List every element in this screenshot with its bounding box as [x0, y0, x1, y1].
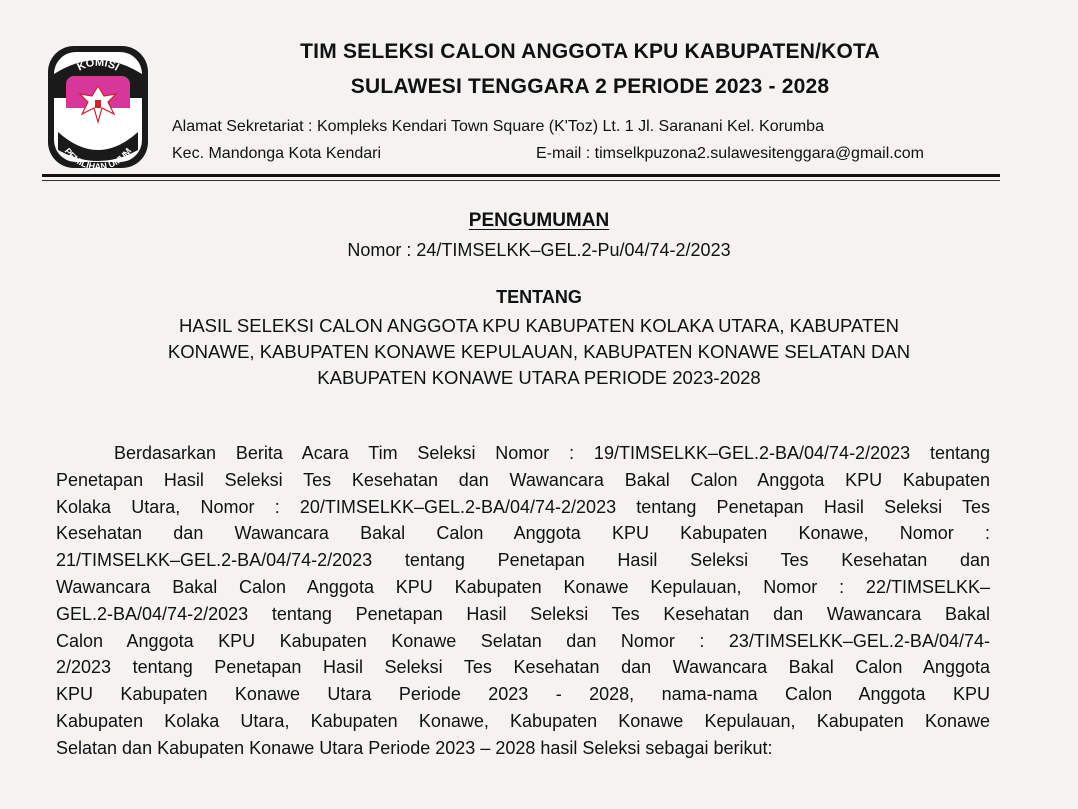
logo-text-bottom: PEMILIHAN UMUM — [62, 146, 134, 172]
announcement-number: Nomor : 24/TIMSELKK–GEL.2-Pu/04/74-2/2023 — [347, 240, 731, 260]
org-title-line-2: SULAWESI TENGGARA 2 PERIODE 2023 - 2028 — [350, 75, 830, 98]
body-line: Wawancara Bakal Calon Anggota KPU Kabupaten Konawe Kepulauan, Nomor : 22/TIMSELKK– — [56, 576, 990, 597]
announcement-title: PENGUMUMAN — [468, 210, 610, 231]
body-line: Selatan dan Kabupaten Konawe Utara Periode 2023 – 2028 hasil Seleksi sebagai berikut: — [56, 737, 773, 758]
announcement-about-label: TENTANG — [496, 287, 582, 307]
body-line: Berdasarkan Berita Acara Tim Seleksi Nomor : 19/TIMSELKK–GEL.2-BA/04/74-2/2023 tentang — [114, 443, 990, 463]
body-line: 21/TIMSELKK–GEL.2-BA/04/74-2/2023 tentang Penetapan Hasil Seleksi Tes Kesehatan dan — [56, 550, 990, 571]
body-line: Kabupaten Kolaka Utara, Kabupaten Konawe, Kabupaten Konawe Kepulauan, Kabupaten Konawe — [56, 710, 990, 731]
letterhead-divider-thin — [42, 180, 1000, 181]
body-paragraph — [56, 440, 990, 762]
body-line: Penetapan Hasil Seleksi Tes Kesehatan dan Wawancara Bakal Calon Anggota KPU Kabupaten — [56, 469, 990, 490]
email-address: E-mail : timselkpuzona2.sulawesitenggara@gmail.com — [536, 145, 924, 162]
subject-line-2: KONAWE, KABUPATEN KONAWE KEPULAUAN, KABUPATEN KONAWE SELATAN DAN — [167, 341, 911, 362]
address-line-1: Alamat Sekretariat : Kompleks Kendari Town Square (K'Toz) Lt. 1 Jl. Saranani Kel. Korumba — [172, 118, 824, 135]
logo-text-top: KOMISI — [75, 56, 122, 74]
address-line-2: Kec. Mandonga Kota Kendari — [172, 145, 382, 162]
letterhead-divider-thick — [42, 174, 1000, 177]
subject-line-1: HASIL SELEKSI CALON ANGGOTA KPU KABUPATEN KOLAKA UTARA, KABUPATEN — [178, 315, 899, 336]
body-line: 2/2023 tentang Penetapan Hasil Seleksi Tes Kesehatan dan Wawancara Bakal Calon Anggota — [56, 657, 990, 678]
kpu-logo — [44, 42, 152, 172]
body-line: Kesehatan dan Wawancara Bakal Calon Anggota KPU Kabupaten Konawe, Nomor : — [56, 523, 990, 544]
body-line: Kolaka Utara, Nomor : 20/TIMSELKK–GEL.2-BA/04/74-2/2023 tentang Penetapan Hasil Seleksi Tes — [56, 496, 990, 517]
subject-line-3: KABUPATEN KONAWE UTARA PERIODE 2023-2028 — [317, 367, 761, 388]
body-line: Calon Anggota KPU Kabupaten Konawe Selatan dan Nomor : 23/TIMSELKK–GEL.2-BA/04/74- — [56, 630, 990, 651]
body-line: KPU Kabupaten Konawe Utara Periode 2023 - 2028, nama-nama Calon Anggota KPU — [56, 684, 990, 705]
org-title-line-1: TIM SELEKSI CALON ANGGOTA KPU KABUPATEN/KOTA — [300, 40, 880, 63]
body-line: GEL.2-BA/04/74-2/2023 tentang Penetapan Hasil Seleksi Tes Kesehatan dan Wawancara Bakal — [56, 603, 990, 624]
